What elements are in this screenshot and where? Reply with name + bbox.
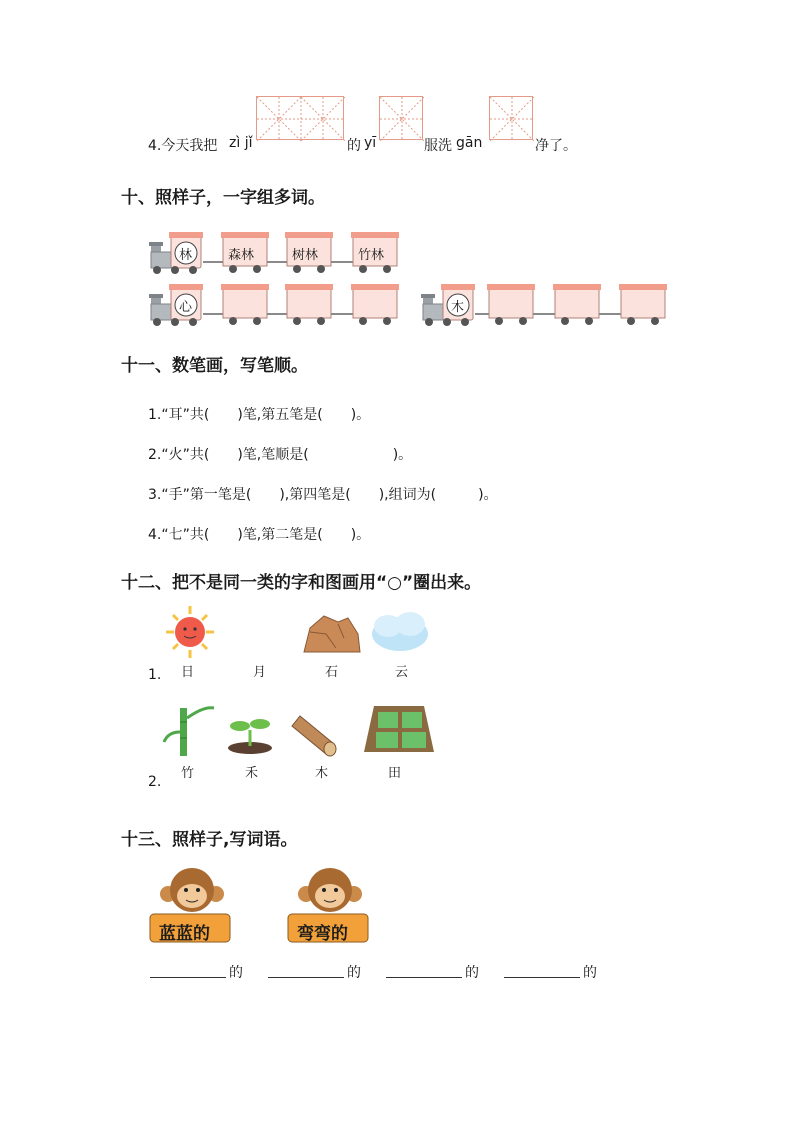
- writing-grid: [379, 96, 423, 140]
- section-13-title: 十三、照样子,写词语。: [121, 830, 298, 850]
- q4-pinyin-2: yī: [364, 135, 377, 151]
- row-1-pictures: [160, 604, 440, 660]
- answer-line[interactable]: [504, 977, 580, 978]
- section-11-title: 十一、数笔画，写笔顺。: [121, 356, 308, 376]
- sun-icon: [166, 606, 214, 658]
- example-word-1: 蓝蓝的: [159, 924, 210, 944]
- sprout-icon: [228, 719, 272, 754]
- q4-text-3: 净了。: [535, 138, 577, 154]
- log-icon: [292, 716, 336, 756]
- train-1-car-2: 树林: [292, 248, 319, 263]
- writing-grid: [256, 96, 344, 140]
- answer-line[interactable]: [150, 977, 226, 978]
- section-12-title: 十二、把不是同一类的字和图画用“○”圈出来。: [121, 573, 482, 593]
- row2-number: 2.: [148, 774, 162, 790]
- answer-suffix: 的: [347, 965, 361, 981]
- answer-line[interactable]: [386, 977, 462, 978]
- answer-suffix: 的: [229, 965, 243, 981]
- cloud-icon: [372, 612, 428, 651]
- stroke-question-2: 2.“火”共( )笔,笔顺是( )。: [148, 447, 413, 463]
- section-10-title: 十、照样子，一字组多词。: [121, 188, 325, 208]
- answer-suffix: 的: [465, 965, 479, 981]
- row1-label-4: 云: [395, 665, 409, 680]
- row2-label-3: 木: [315, 766, 329, 781]
- row1-label-3: 石: [325, 665, 339, 680]
- row1-number: 1.: [148, 667, 162, 683]
- rock-icon: [304, 616, 360, 652]
- row1-label-2: 月: [253, 665, 267, 680]
- q4-text-1: 的: [347, 138, 361, 154]
- field-icon: [364, 706, 434, 752]
- train-3-engine-char: 木: [451, 300, 465, 315]
- stroke-question-1: 1.“耳”共( )笔,第五笔是( )。: [148, 407, 371, 423]
- answer-suffix: 的: [583, 965, 597, 981]
- writing-grid: [489, 96, 533, 140]
- train-1-car-3: 竹林: [358, 248, 385, 263]
- row2-label-1: 竹: [181, 766, 195, 781]
- stroke-question-4: 4.“七”共( )笔,第二笔是( )。: [148, 527, 371, 543]
- moon-icon: [241, 610, 266, 654]
- row1-label-1: 日: [181, 665, 195, 680]
- row2-label-2: 禾: [245, 766, 259, 781]
- example-word-2: 弯弯的: [297, 924, 348, 944]
- bamboo-icon: [164, 708, 214, 756]
- q4-pinyin-3: gān: [456, 135, 483, 151]
- q4-prefix: 4.今天我把: [148, 138, 218, 154]
- q4-text-2: 服洗: [424, 138, 452, 154]
- train-2-engine-char: 心: [179, 300, 193, 315]
- row-2-pictures: [160, 702, 440, 760]
- row2-label-4: 田: [388, 766, 402, 781]
- q4-pinyin-1: zì jǐ: [229, 135, 253, 151]
- answer-line[interactable]: [268, 977, 344, 978]
- train-1-car-1: 森林: [228, 248, 255, 263]
- stroke-question-3: 3.“手”第一笔是( ),第四笔是( ),组词为( )。: [148, 487, 498, 503]
- train-illustrations: [145, 228, 685, 330]
- train-1-engine-char: 林: [179, 248, 193, 263]
